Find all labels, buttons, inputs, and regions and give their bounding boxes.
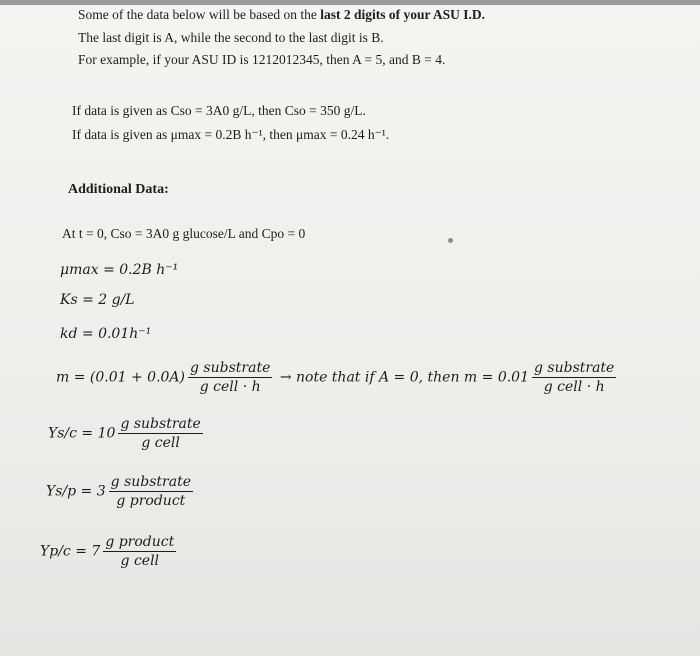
- stray-mark: [448, 238, 453, 243]
- ysc-denominator: g cell: [118, 433, 202, 451]
- example-line-2: If data is given as μmax = 0.2B h⁻¹, then μmax = 0.24 h⁻¹.: [72, 127, 390, 142]
- m-note-fraction: [532, 360, 616, 395]
- ysc-fraction: [118, 416, 202, 451]
- ysp-lhs: Ys/p = 3: [46, 483, 106, 500]
- m-denominator: g cell · h: [188, 377, 272, 395]
- m-note: → note that if A = 0, then m = 0.01: [279, 369, 529, 386]
- ypc-numerator: g product: [105, 534, 175, 550]
- additional-data-heading: Additional Data:: [68, 182, 169, 197]
- ypc-denominator: g cell: [103, 551, 176, 569]
- ypc-fraction: [103, 534, 176, 569]
- ysp-fraction: [109, 474, 193, 509]
- m-note-denominator: g cell · h: [532, 377, 616, 395]
- intro-line-2: The last digit is A, while the second to the last digit is B.: [78, 30, 384, 45]
- intro-bold-digits: last 2 digits of your ASU I.D.: [320, 7, 485, 22]
- ysp-equation: [46, 474, 196, 509]
- intro-line-1: Some of the data below will be based on the last 2 digits of your ASU I.D.: [78, 7, 485, 22]
- ypc-lhs: Yp/c = 7: [40, 543, 101, 560]
- m-lhs: m = (0.01 + 0.0A): [56, 369, 186, 386]
- example-line-1: If data is given as Cso = 3A0 g/L, then Cso = 350 g/L.: [72, 103, 366, 118]
- m-numerator: g substrate: [190, 360, 271, 376]
- ypc-equation: [40, 534, 179, 569]
- ysc-numerator: g substrate: [120, 416, 201, 432]
- intro-line-3: For example, if your ASU ID is 1212012345, then A = 5, and B = 4.: [78, 52, 446, 67]
- ysp-denominator: g product: [109, 491, 193, 509]
- initial-conditions: At t = 0, Cso = 3A0 g glucose/L and Cpo = 0: [62, 226, 306, 241]
- maintenance-equation: [56, 360, 619, 395]
- m-fraction: [188, 360, 272, 395]
- m-note-numerator: g substrate: [534, 360, 615, 376]
- top-edge: [0, 0, 700, 5]
- ysc-lhs: Ys/c = 10: [48, 425, 116, 442]
- kd-equation: kd = 0.01h⁻¹: [60, 326, 152, 342]
- mu-max-equation: μmax = 0.2B h⁻¹: [60, 262, 179, 278]
- ysp-numerator: g substrate: [110, 474, 191, 490]
- ks-equation: Ks = 2 g/L: [60, 292, 135, 308]
- ysc-equation: [48, 416, 206, 451]
